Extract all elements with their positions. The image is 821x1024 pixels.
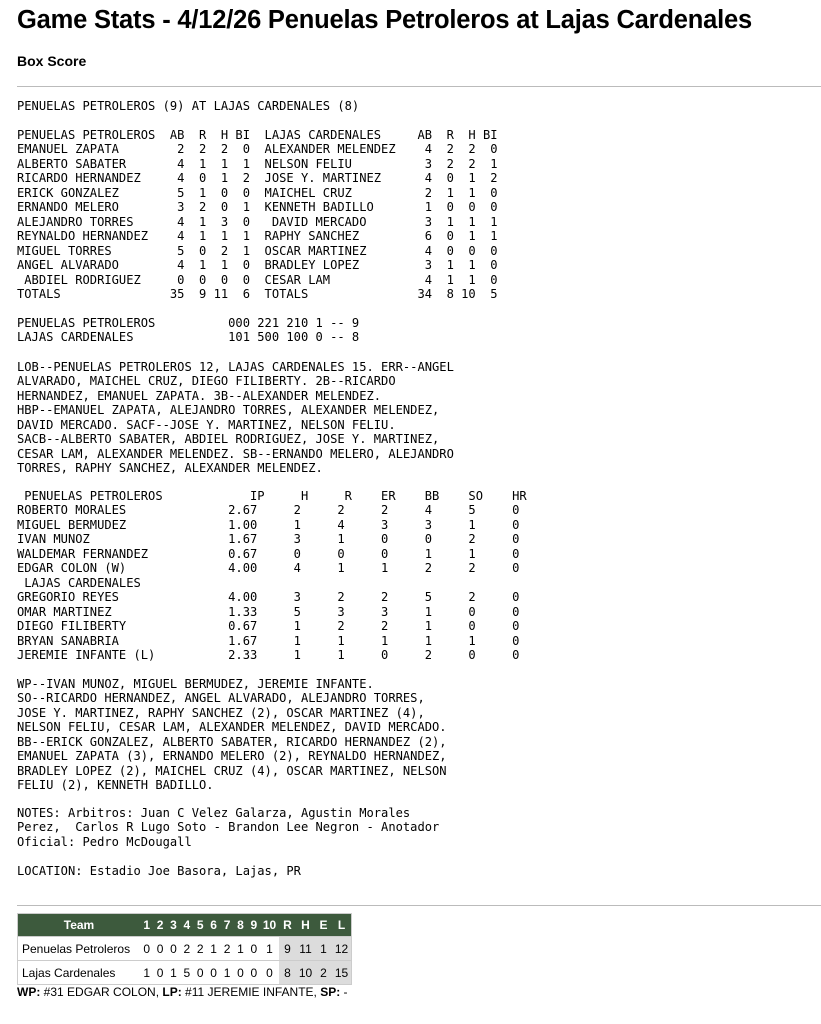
inning-cell: 2 [223,941,231,956]
sp-value: - [340,985,348,999]
team-name: Lajas Cardenales [22,965,116,980]
hits-total: 11 [297,937,315,961]
inning-cell: 5 [183,965,191,980]
inning-cell: 0 [143,941,151,956]
header-inning-10: 10 [261,914,279,937]
line-score-header-row [18,914,352,937]
errors-total: 1 [315,937,333,961]
hits-total: 10 [297,961,315,985]
header-inning-1: 1 [140,914,153,937]
inning-cell: 2 [183,941,191,956]
header-errors: E [315,914,333,937]
inning-cell: 0 [156,941,164,956]
runs-total: 9 [279,937,297,961]
inning-cell: 1 [170,965,177,980]
inning-cell: 1 [237,941,244,956]
pitchers-of-record [17,985,348,999]
pitching-notes: WP--IVAN MUNOZ, MIGUEL BERMUDEZ, JEREMIE INFANTE. SO--RICARDO HERNANDEZ, ANGEL ALVARADO, ALEJANDRO TORRES, JOSE Y. MARTINEZ, RAPHY SANCHEZ (2), OSCAR MARTINEZ (4), NELSON FELIU, CESAR LAM, ALEXANDER MELENDEZ, DAVID MERCADO. BB--ERICK GONZALEZ, ALBERTO SABATER, RICARDO HERNANDEZ (2), EMANUEL ZAPATA (3), ERNANDO MELERO (2), REYNALDO HERNANDEZ, BRADLEY LOPEZ (2), MAICHEL CRUZ (4), OSCAR MARTINEZ, NELSON FELIU (2), KENNETH BADILLO. [17,677,447,793]
wp-label: WP: [17,985,41,999]
lp-value: #11 JEREMIE INFANTE, [181,985,321,999]
table-row [18,937,352,961]
lob-total: 15 [333,961,352,985]
inning-cell: 0 [250,965,258,980]
inning-cell: 1 [266,941,273,956]
header-team: Team [18,914,141,937]
inning-cell: 0 [196,965,204,980]
box-score-heading: Box Score [17,53,87,69]
batting-table: PENUELAS PETROLEROS AB R H BI LAJAS CARDENALES AB R H BI EMANUEL ZAPATA 2 2 2 0 ALEXANDER MELENDEZ 4 2 2 0 ALBERTO SABATER 4 1 1 1 NELSON FELIU 3 2 2 1 RICARDO HERNANDEZ 4 0 1 2 JOSE Y. MARTINEZ 4 0 1 2 ERICK GONZALEZ 5 1 0 0 MAICHEL CRUZ 2 1 1 0 ERNANDO MELERO 3 2 0 1 KENNETH BADILLO 1 0 0 0 ALEJANDRO TORRES 4 1 3 0 DAVID MERCADO 3 1 1 1 REYNALDO HERNANDEZ 4 1 1 1 RAPHY SANCHEZ 6 0 1 1 MIGUEL TORRES 5 0 2 1 OSCAR MARTINEZ 4 0 0 0 ANGEL ALVARADO 4 1 1 0 BRADLEY LOPEZ 3 1 1 0 ABDIEL RODRIGUEZ 0 0 0 0 CESAR LAM 4 1 1 0 TOTALS 35 9 11 6 TOTALS 34 8 10 5 [17,128,498,301]
inning-cell: 0 [266,965,273,980]
line-score-table [17,913,352,985]
inning-cell: 0 [210,965,217,980]
inning-cell: 0 [156,965,164,980]
page-title: Game Stats - 4/12/26 Penuelas Petroleros at Lajas Cardenales [17,6,752,34]
table-row [18,961,352,985]
runs-total: 8 [279,961,297,985]
wp-value: #31 EDGAR COLON, [40,985,163,999]
inning-cell: 2 [196,941,204,956]
header-inning-4: 4 [180,914,193,937]
bottom-divider [17,905,821,906]
inning-cell: 1 [223,965,231,980]
header-inning-7: 7 [220,914,233,937]
header-inning-2: 2 [153,914,166,937]
header-lob: L [333,914,352,937]
inning-cell: 0 [170,941,177,956]
inning-cell: 0 [237,965,244,980]
lp-label: LP: [162,985,182,999]
errors-total: 2 [315,961,333,985]
inning-cell: 0 [250,941,258,956]
header-inning-6: 6 [207,914,220,937]
header-inning-8: 8 [234,914,247,937]
inning-cell: 1 [143,965,151,980]
header-inning-9: 9 [247,914,260,937]
header-inning-5: 5 [194,914,207,937]
lob-total: 12 [333,937,352,961]
pitching-table: PENUELAS PETROLEROS IP H R ER BB SO HR ROBERTO MORALES 2.67 2 2 2 4 5 0 MIGUEL BERMUDEZ 1.00 1 4 3 3 1 0 IVAN MUNOZ 1.67 3 1 0 0 2 0 WALDEMAR FERNANDEZ 0.67 0 0 0 1 1 0 EDGAR COLON (W) 4.00 4 1 1 2 2 0 LAJAS CARDENALES GREGORIO REYES 4.00 3 2 2 5 2 0 OMAR MARTINEZ 1.33 5 3 3 1 0 0 DIEGO FILIBERTY 0.67 1 2 2 1 0 0 BRYAN SANABRIA 1.67 1 1 1 1 1 0 JEREMIE INFANTE (L) 2.33 1 1 0 2 0 0 [17,489,527,662]
batting-notes: LOB--PENUELAS PETROLEROS 12, LAJAS CARDENALES 15. ERR--ANGEL ALVARADO, MAICHEL CRUZ, DIEGO FILIBERTY. 2B--RICARDO HERNANDEZ, EMANUEL ZAPATA. 3B--ALEXANDER MELENDEZ. HBP--EMANUEL ZAPATA, ALEJANDRO TORRES, ALEXANDER MELENDEZ, DAVID MERCADO. SACF--JOSE Y. MARTINEZ, NELSON FELIU. SACB--ALBERTO SABATER, ABDIEL RODRIGUEZ, JOSE Y. MARTINEZ, CESAR LAM, ALEXANDER MELENDEZ. SB--ERNANDO MELERO, ALEJANDRO TORRES, RAPHY SANCHEZ, ALEXANDER MELENDEZ. [17,360,454,476]
inning-cell: 1 [210,941,217,956]
location-line: LOCATION: Estadio Joe Basora, Lajas, PR [17,864,301,878]
game-notes: NOTES: Arbitros: Juan C Velez Galarza, Agustin Morales Perez, Carlos R Lugo Soto - Brandon Lee Negron - Anotador Oficial: Pedro McDougall [17,806,440,849]
header-runs: R [279,914,297,937]
header-hits: H [297,914,315,937]
matchup-header: PENUELAS PETROLEROS (9) AT LAJAS CARDENALES (8) [17,99,360,113]
linescore-text: PENUELAS PETROLEROS 000 221 210 1 -- 9 LAJAS CARDENALES 101 500 100 0 -- 8 [17,316,360,345]
top-divider [17,86,821,87]
sp-label: SP: [320,985,341,999]
team-name: Penuelas Petroleros [22,941,131,956]
header-inning-3: 3 [167,914,180,937]
